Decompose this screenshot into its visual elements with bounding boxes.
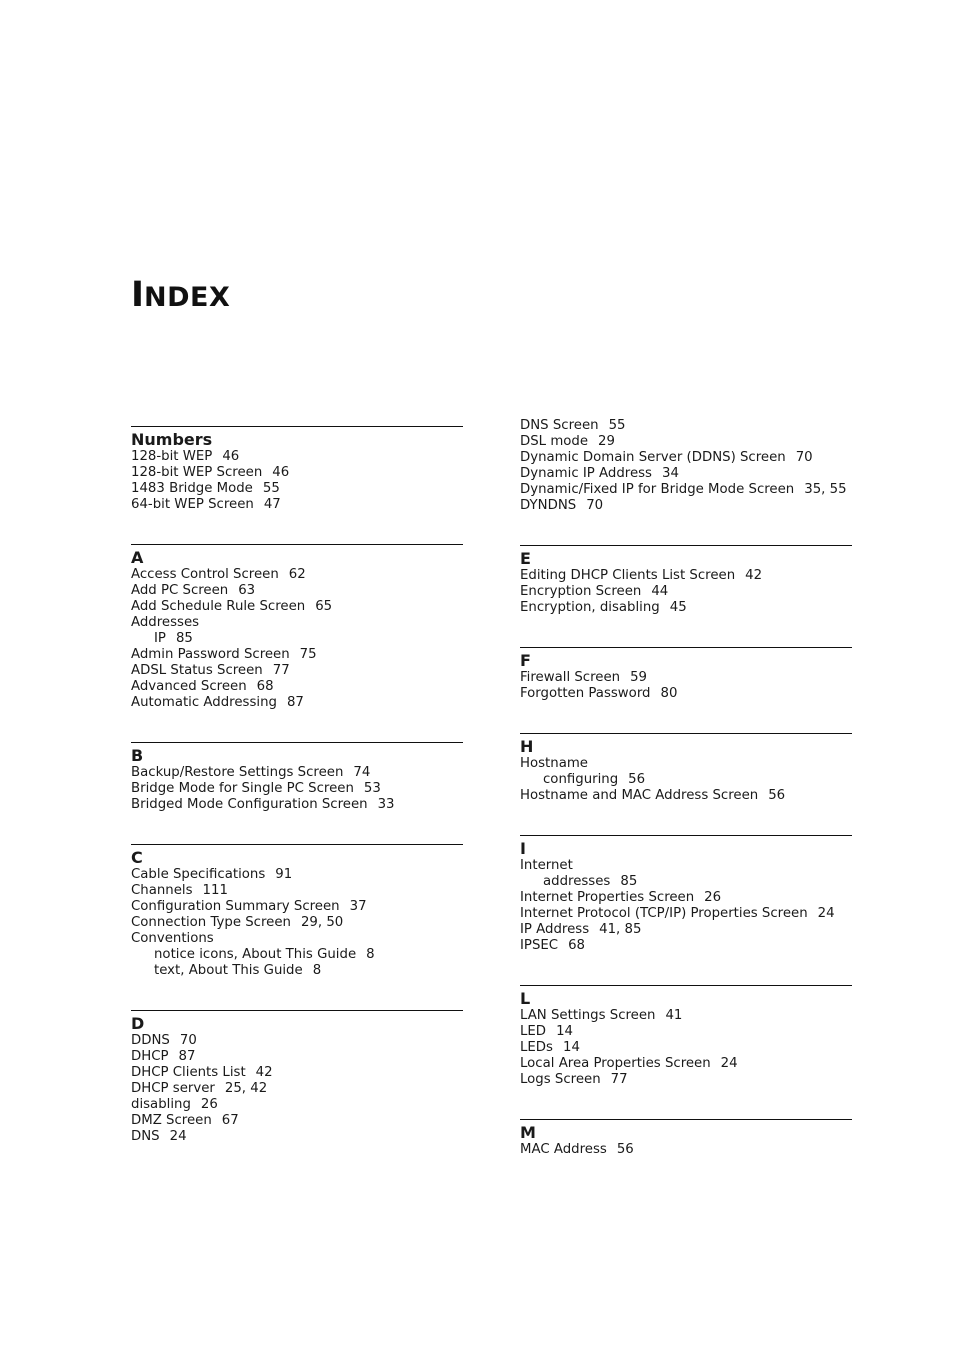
entry-pages: 74 bbox=[353, 765, 371, 780]
entry-pages: 47 bbox=[263, 497, 281, 512]
entry-pages: 46 bbox=[222, 449, 240, 464]
index-entry bbox=[131, 1033, 463, 1049]
section-heading: L bbox=[520, 989, 531, 1008]
entry-term: Dynamic/Fixed IP for Bridge Mode Screen bbox=[520, 482, 795, 497]
section-heading: I bbox=[520, 839, 526, 858]
entry-pages: 29, 50 bbox=[300, 915, 344, 930]
index-entry bbox=[131, 647, 463, 663]
entry-pages: 70 bbox=[795, 450, 813, 465]
index-subentry bbox=[131, 963, 463, 979]
section-heading: B bbox=[131, 746, 144, 765]
entry-pages: 77 bbox=[272, 663, 290, 678]
entry-pages: 41 bbox=[665, 1008, 683, 1023]
entry-pages: 70 bbox=[179, 1033, 197, 1048]
entry-pages: 25, 42 bbox=[224, 1081, 268, 1096]
entry-term: 128-bit WEP bbox=[131, 449, 213, 464]
entry-pages: 53 bbox=[363, 781, 381, 796]
section-heading: D bbox=[131, 1014, 145, 1033]
index-entry bbox=[520, 1072, 852, 1088]
index-entry bbox=[131, 1097, 463, 1113]
index-section-e bbox=[520, 545, 852, 616]
index-entry bbox=[520, 600, 852, 616]
index-entry bbox=[520, 568, 852, 584]
entry-term: 128-bit WEP Screen bbox=[131, 465, 263, 480]
entry-pages: 62 bbox=[288, 567, 306, 582]
entry-pages: 87 bbox=[178, 1049, 196, 1064]
entry-term: IP bbox=[154, 631, 166, 646]
entry-pages: 8 bbox=[312, 963, 322, 978]
index-section-f bbox=[520, 647, 852, 702]
section-heading: A bbox=[131, 548, 144, 567]
entry-term: Configuration Summary Screen bbox=[131, 899, 340, 914]
index-section-numbers bbox=[131, 426, 463, 513]
entry-term: Automatic Addressing bbox=[131, 695, 277, 710]
entry-pages: 45 bbox=[669, 600, 687, 615]
entry-term: Bridged Mode Configuration Screen bbox=[131, 797, 368, 812]
index-entry bbox=[520, 1040, 852, 1056]
section-heading: F bbox=[520, 651, 531, 670]
index-entry bbox=[131, 1129, 463, 1145]
entry-pages: 63 bbox=[238, 583, 256, 598]
entry-pages: 56 bbox=[768, 788, 786, 803]
index-entry bbox=[520, 788, 852, 804]
entry-term: MAC Address bbox=[520, 1142, 607, 1157]
entry-term: Conventions bbox=[131, 931, 214, 946]
entry-pages: 67 bbox=[221, 1113, 239, 1128]
entry-pages: 87 bbox=[286, 695, 304, 710]
entry-pages: 70 bbox=[586, 498, 604, 513]
index-entry bbox=[131, 449, 463, 465]
index-section-c bbox=[131, 844, 463, 979]
entry-term: DSL mode bbox=[520, 434, 589, 449]
entry-pages: 59 bbox=[630, 670, 648, 685]
entry-term: Access Control Screen bbox=[131, 567, 279, 582]
index-subentry bbox=[131, 631, 463, 647]
entry-term: text, About This Guide bbox=[154, 963, 303, 978]
entry-term: Editing DHCP Clients List Screen bbox=[520, 568, 736, 583]
entry-term: Backup/Restore Settings Screen bbox=[131, 765, 344, 780]
entry-term: DHCP server bbox=[131, 1081, 215, 1096]
index-entry bbox=[520, 938, 852, 954]
entry-pages: 46 bbox=[272, 465, 290, 480]
index-entry bbox=[520, 686, 852, 702]
entry-term: LED bbox=[520, 1024, 547, 1039]
entry-pages: 68 bbox=[256, 679, 274, 694]
index-entry bbox=[520, 922, 852, 938]
page-title-initial: I bbox=[131, 275, 145, 315]
entry-pages: 85 bbox=[175, 631, 193, 646]
index-subentry bbox=[520, 772, 852, 788]
index-entry bbox=[131, 781, 463, 797]
index-entry bbox=[131, 1081, 463, 1097]
index-entry bbox=[520, 498, 852, 514]
entry-pages: 37 bbox=[349, 899, 367, 914]
index-entry bbox=[520, 1142, 852, 1158]
entry-term: Local Area Properties Screen bbox=[520, 1056, 711, 1071]
index-entry bbox=[520, 1024, 852, 1040]
index-entry bbox=[131, 481, 463, 497]
entry-pages: 33 bbox=[377, 797, 395, 812]
entry-term: addresses bbox=[543, 874, 611, 889]
index-entry bbox=[131, 931, 463, 947]
entry-pages: 14 bbox=[562, 1040, 580, 1055]
index-section-l bbox=[520, 985, 852, 1088]
entry-pages: 55 bbox=[608, 418, 626, 433]
entry-pages: 42 bbox=[745, 568, 763, 583]
index-entry bbox=[520, 906, 852, 922]
entry-pages: 34 bbox=[662, 466, 679, 481]
entry-term: configuring bbox=[543, 772, 619, 787]
entry-term: notice icons, About This Guide bbox=[154, 947, 357, 962]
index-subentry bbox=[520, 874, 852, 890]
index-entry bbox=[520, 584, 852, 600]
entry-term: LAN Settings Screen bbox=[520, 1008, 656, 1023]
entry-term: Connection Type Screen bbox=[131, 915, 291, 930]
page-title-rest: NDEX bbox=[144, 282, 231, 313]
index-entry bbox=[131, 465, 463, 481]
index-entry bbox=[131, 797, 463, 813]
entry-term: Dynamic IP Address bbox=[520, 466, 652, 481]
index-entry bbox=[131, 915, 463, 931]
entry-pages: 29 bbox=[598, 434, 615, 449]
index-entry bbox=[131, 1065, 463, 1081]
entry-term: Advanced Screen bbox=[131, 679, 247, 694]
entry-term: 64-bit WEP Screen bbox=[131, 497, 254, 512]
entry-pages: 41, 85 bbox=[599, 922, 642, 937]
index-entry bbox=[520, 756, 852, 772]
entry-term: Channels bbox=[131, 883, 193, 898]
index-entry bbox=[131, 679, 463, 695]
entry-term: Add PC Screen bbox=[131, 583, 229, 598]
index-entry bbox=[131, 583, 463, 599]
entry-term: Internet Protocol (TCP/IP) Properties Screen bbox=[520, 906, 808, 921]
index-section-continued bbox=[520, 418, 852, 514]
index-entry bbox=[131, 695, 463, 711]
entry-pages: 26 bbox=[704, 890, 722, 905]
entry-term: Hostname bbox=[520, 756, 588, 771]
entry-pages: 55 bbox=[262, 481, 280, 496]
entry-pages: 111 bbox=[202, 883, 228, 898]
entry-term: 1483 Bridge Mode bbox=[131, 481, 253, 496]
entry-pages: 56 bbox=[628, 772, 646, 787]
entry-pages: 44 bbox=[651, 584, 669, 599]
page-title bbox=[131, 275, 231, 315]
entry-term: Add Schedule Rule Screen bbox=[131, 599, 306, 614]
index-entry bbox=[131, 497, 463, 513]
entry-term: Logs Screen bbox=[520, 1072, 601, 1087]
entry-pages: 91 bbox=[275, 867, 293, 882]
section-heading: M bbox=[520, 1123, 536, 1142]
entry-term: Dynamic Domain Server (DDNS) Screen bbox=[520, 450, 786, 465]
entry-pages: 42 bbox=[255, 1065, 273, 1080]
section-heading: E bbox=[520, 549, 531, 568]
entry-term: Forgotten Password bbox=[520, 686, 651, 701]
index-entry bbox=[520, 466, 852, 482]
entry-term: Cable Specifications bbox=[131, 867, 266, 882]
entry-term: Internet bbox=[520, 858, 573, 873]
entry-term: Bridge Mode for Single PC Screen bbox=[131, 781, 354, 796]
entry-term: DHCP bbox=[131, 1049, 169, 1064]
index-entry bbox=[520, 858, 852, 874]
entry-pages: 85 bbox=[620, 874, 638, 889]
entry-pages: 68 bbox=[568, 938, 585, 953]
entry-term: DMZ Screen bbox=[131, 1113, 212, 1128]
index-entry bbox=[131, 1049, 463, 1065]
index-section-m bbox=[520, 1119, 852, 1158]
index-entry bbox=[131, 1113, 463, 1129]
entry-pages: 75 bbox=[299, 647, 317, 662]
index-section-h bbox=[520, 733, 852, 804]
entry-pages: 35, 55 bbox=[804, 482, 847, 497]
entry-pages: 80 bbox=[660, 686, 678, 701]
entry-term: DNS Screen bbox=[520, 418, 599, 433]
index-entry bbox=[520, 434, 852, 450]
entry-term: Admin Password Screen bbox=[131, 647, 290, 662]
entry-term: Hostname and MAC Address Screen bbox=[520, 788, 759, 803]
index-column-right bbox=[520, 418, 852, 1189]
entry-term: IPSEC bbox=[520, 938, 559, 953]
entry-term: DHCP Clients List bbox=[131, 1065, 246, 1080]
index-entry bbox=[131, 567, 463, 583]
entry-term: Encryption, disabling bbox=[520, 600, 660, 615]
index-entry bbox=[131, 663, 463, 679]
entry-term: IP Address bbox=[520, 922, 590, 937]
index-entry bbox=[131, 599, 463, 615]
entry-term: LEDs bbox=[520, 1040, 553, 1055]
index-entry bbox=[131, 883, 463, 899]
index-section-b bbox=[131, 742, 463, 813]
section-heading: H bbox=[520, 737, 534, 756]
entry-pages: 65 bbox=[315, 599, 333, 614]
entry-term: DDNS bbox=[131, 1033, 170, 1048]
entry-term: DNS bbox=[131, 1129, 160, 1144]
index-entry bbox=[520, 1008, 852, 1024]
index-section-d bbox=[131, 1010, 463, 1145]
entry-pages: 77 bbox=[610, 1072, 628, 1087]
section-heading: C bbox=[131, 848, 143, 867]
index-entry bbox=[520, 482, 852, 498]
index-column-left bbox=[131, 426, 463, 1176]
entry-pages: 24 bbox=[720, 1056, 738, 1071]
index-entry bbox=[131, 899, 463, 915]
entry-term: Encryption Screen bbox=[520, 584, 642, 599]
entry-term: Addresses bbox=[131, 615, 200, 630]
index-entry bbox=[520, 450, 852, 466]
entry-pages: 24 bbox=[169, 1129, 187, 1144]
index-entry bbox=[131, 867, 463, 883]
index-section-a bbox=[131, 544, 463, 711]
index-entry bbox=[520, 670, 852, 686]
section-heading: Numbers bbox=[131, 430, 213, 449]
index-entry bbox=[131, 615, 463, 631]
entry-pages: 24 bbox=[817, 906, 835, 921]
index-entry bbox=[131, 765, 463, 781]
index-subentry bbox=[131, 947, 463, 963]
entry-pages: 56 bbox=[616, 1142, 634, 1157]
index-entry bbox=[520, 890, 852, 906]
entry-pages: 14 bbox=[556, 1024, 573, 1039]
entry-term: Internet Properties Screen bbox=[520, 890, 695, 905]
entry-term: Firewall Screen bbox=[520, 670, 621, 685]
entry-term: ADSL Status Screen bbox=[131, 663, 263, 678]
entry-term: disabling bbox=[131, 1097, 191, 1112]
index-entry bbox=[520, 1056, 852, 1072]
entry-term: DYNDNS bbox=[520, 498, 577, 513]
index-entry bbox=[520, 418, 852, 434]
index-section-i bbox=[520, 835, 852, 954]
entry-pages: 8 bbox=[366, 947, 375, 962]
entry-pages: 26 bbox=[200, 1097, 218, 1112]
